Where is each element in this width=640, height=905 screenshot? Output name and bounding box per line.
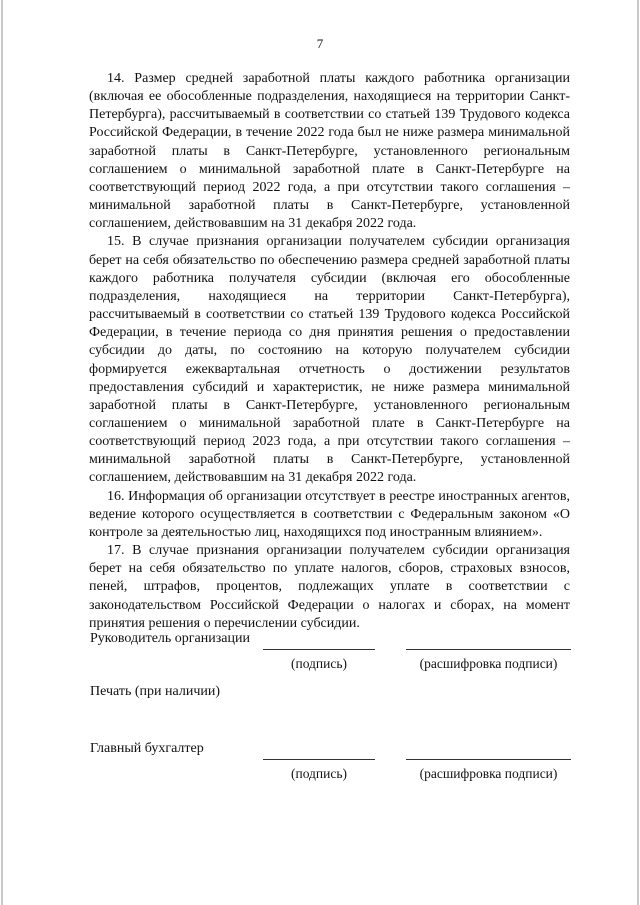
head-of-organization-label: Руководитель организации [90, 631, 250, 646]
chief-accountant-label: Главный бухгалтер [90, 741, 204, 756]
page-number: 7 [316, 36, 324, 51]
accountant-decoding-caption: (расшифровка подписи) [419, 766, 558, 781]
paragraph-14: 14. Размер средней заработной платы каждого работника организации (включая ее обособленные подразделения, находящиеся на территории Санкт-Петербурга), рассчитываемый в соответствии со статьей 139 Трудового кодекса Российской Федерации, в течение 2022 года был не ниже размера минимальной заработной платы в Санкт-Петербурге, установленного региональным соглашением о минимальной заработной плате в Санкт-Петербурге на соответствующий период 2022 года, а при отсутствии такого соглашения – минимальной заработной платы в Санкт-Петербурге, установленной соглашением, действовавшим на 31 декабря 2022 года. [89, 71, 570, 232]
paragraph-15: 15. В случае признания организации получателем субсидии организация берет на себя обязательство по обеспечению размера средней заработной платы каждого работника получателя субсидии (включая его обособленные подразделения, находящиеся на территории Санкт-Петербурга), рассчитываемый в соответствии со статьей 139 Трудового кодекса Российской Федерации, в течение периода со дня принятия решения о предоставлении субсидии до даты, по состоянию на которую получателем субсидии формируется ежеквартальная отчетность о достижении результатов предоставления субсидий и характеристик, не ниже размера минимальной заработной платы в Санкт-Петербурге, установленного региональным соглашением о минимальной заработной плате в Санкт-Петербурге на соответствующий период 2023 года, а при отсутствии такого соглашения – минимальной заработной платы в Санкт-Петербурге, установленной соглашением, действовавшим на 31 декабря 2022 года. [89, 234, 570, 486]
paragraph-17: 17. В случае признания организации получателем субсидии организация берет на себя обязательство по уплате налогов, сборов, страховых взносов, пеней, штрафов, процентов, подлежащих уплате в соответствии с законодательством Российской Федерации о налогах и сборах, на момент принятия решения о перечислении субсидии. [89, 543, 570, 631]
document-body [89, 70, 570, 633]
head-decoding-line [406, 649, 571, 650]
accountant-signature-line [263, 759, 375, 760]
head-decoding-caption: (расшифровка подписи) [419, 656, 558, 671]
head-signature-caption: (подпись) [290, 656, 348, 671]
seal-label: Печать (при наличии) [90, 684, 221, 699]
accountant-decoding-line [406, 759, 571, 760]
page-edge-right [637, 0, 639, 905]
head-signature-line [263, 649, 375, 650]
accountant-signature-caption: (подпись) [290, 766, 348, 781]
page-edge-left [1, 0, 3, 905]
paragraph-16: 16. Информация об организации отсутствует в реестре иностранных агентов, ведение которого осуществляется в соответствии с Федеральным законом «О контроле за деятельностью лиц, находящихся под иностранным влиянием». [89, 488, 570, 540]
